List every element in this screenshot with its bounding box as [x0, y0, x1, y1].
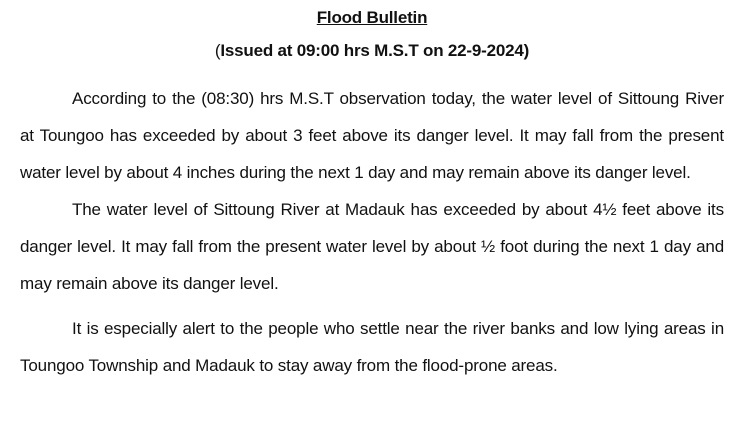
issued-open-paren: (	[214, 41, 221, 60]
paragraph-madauk: The water level of Sittoung River at Madauk has exceeded by about 4½ feet above its danger level. It may fall from the present water level by about ½ foot during the next 1 day and may remain above its danger level.	[20, 200, 724, 293]
bulletin-title: Flood Bulletin	[316, 8, 428, 27]
paragraph-toungoo: According to the (08:30) hrs M.S.T observation today, the water level of Sittoung River at Toungoo has exceeded by about 3 feet above its danger level. It may fall from the present water level by about 4 inches during the next 1 day and may remain above its danger level.	[20, 89, 724, 182]
flood-bulletin-document	[20, 0, 724, 384]
paragraph-alert: It is especially alert to the people who settle near the river banks and low lying areas in Toungoo Township and Madauk to stay away from the flood-prone areas.	[20, 319, 724, 375]
issued-line	[20, 39, 724, 63]
issued-close-paren: )	[523, 41, 530, 60]
issued-datetime: Issued at 09:00 hrs M.S.T on 22-9-2024	[220, 41, 524, 60]
